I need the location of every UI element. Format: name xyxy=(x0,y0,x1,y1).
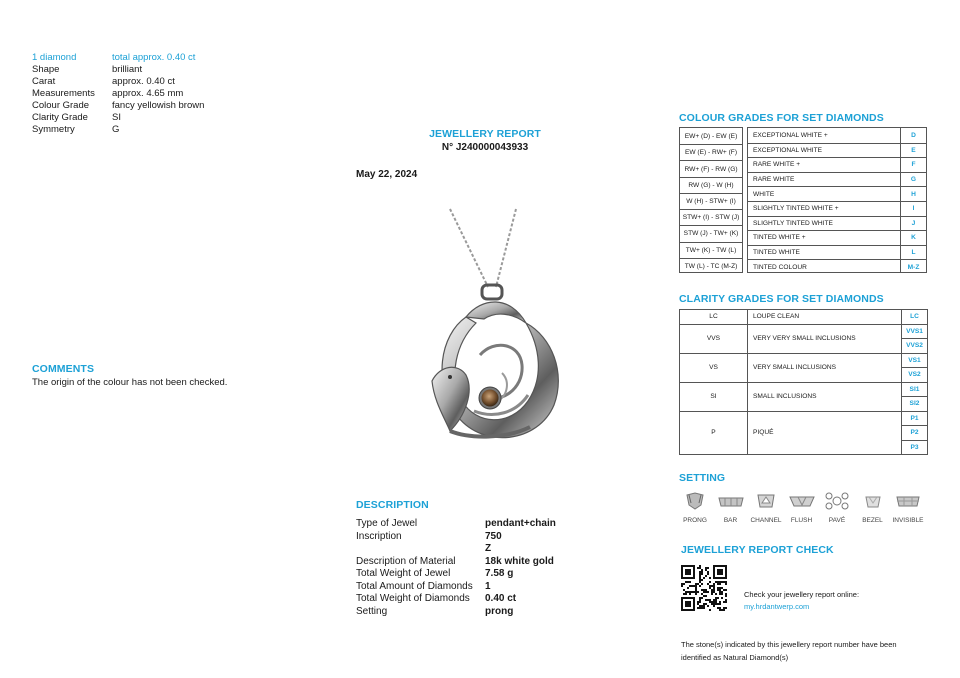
description-row xyxy=(356,606,626,619)
description-row xyxy=(356,531,626,544)
setting-item xyxy=(817,490,857,524)
description-value: 18k white gold xyxy=(485,555,554,567)
clarity-name: PIQUÉ xyxy=(748,411,902,455)
description-row xyxy=(356,581,626,594)
setting-title: SETTING xyxy=(679,472,726,484)
description-value: pendant+chain xyxy=(485,518,556,529)
clarity-name: SMALL INCLUSIONS xyxy=(748,382,902,411)
stone-spec-value: fancy yellowish brown xyxy=(112,100,205,111)
colour-grade-cell: RARE WHITE xyxy=(748,172,900,187)
clarity-grades-table xyxy=(679,309,927,455)
stone-spec-label: Clarity Grade xyxy=(32,112,88,123)
colour-grade-cell: F xyxy=(901,157,926,172)
colour-grade-cell: EXCEPTIONAL WHITE + xyxy=(753,131,828,139)
colour-grade-cell: TINTED WHITE xyxy=(748,245,900,260)
comments-title: COMMENTS xyxy=(32,363,95,375)
description-label: Total Weight of Diamonds xyxy=(356,593,470,604)
invisible-setting-icon xyxy=(888,490,928,512)
pendant-illustration xyxy=(410,205,570,455)
pave-setting-icon xyxy=(817,490,857,512)
channel-setting-icon xyxy=(746,490,786,512)
colour-grades-right xyxy=(901,127,927,273)
description-label: Type of Jewel xyxy=(356,518,418,529)
stone-spec-row xyxy=(32,88,272,100)
report-title: JEWELLERY REPORT xyxy=(429,128,541,140)
clarity-sub-grade: SI2 xyxy=(902,397,928,412)
clarity-name: VERY VERY SMALL INCLUSIONS xyxy=(748,324,902,353)
report-number: N° J240000043933 xyxy=(441,142,529,153)
stone-spec-value: brilliant xyxy=(112,64,143,75)
colour-grade-cell: EW (E) - RW+ (F) xyxy=(680,144,742,160)
stone-spec-row xyxy=(32,112,272,124)
stone-spec-value: approx. 0.40 ct xyxy=(112,76,175,87)
clarity-sub-grade: P2 xyxy=(902,426,928,441)
colour-grade-cell: D xyxy=(911,131,916,139)
clarity-sub-grade: P3 xyxy=(902,440,928,455)
setting-item-label: BEZEL xyxy=(862,517,883,524)
colour-grade-cell: RW+ (F) - RW (G) xyxy=(680,160,742,176)
description-value: Z xyxy=(485,543,492,554)
clarity-sub-grade: VVS1 xyxy=(902,324,928,339)
colour-grade-cell: RW (G) - W (H) xyxy=(680,177,742,193)
comments xyxy=(32,363,332,388)
clarity-row xyxy=(680,310,928,325)
clarity-sub-grade: SI1 xyxy=(902,382,928,397)
stone-spec-row xyxy=(32,100,272,112)
description-row xyxy=(356,518,626,531)
colour-grade-cell: WHITE xyxy=(748,186,900,201)
qr-code-graphic xyxy=(681,565,727,611)
description-value: 7.58 g xyxy=(485,568,514,579)
clarity-sub-grade: P1 xyxy=(902,411,928,426)
colour-grade-cell: EXCEPTIONAL WHITE xyxy=(748,143,900,158)
clarity-table xyxy=(679,309,928,455)
prong-setting-icon xyxy=(675,490,715,512)
colour-grade-cell: L xyxy=(901,245,926,260)
setting-item-label: PRONG xyxy=(683,517,707,524)
colour-grades-title: COLOUR GRADES FOR SET DIAMONDS xyxy=(679,112,884,124)
stone-spec-value: SI xyxy=(112,112,121,123)
description-title: DESCRIPTION xyxy=(356,499,429,511)
colour-grade-cell: STW+ (I) - STW (J) xyxy=(680,209,742,225)
bezel-setting-icon xyxy=(853,490,893,512)
colour-grade-cell: RARE WHITE + xyxy=(748,157,900,172)
natural-diamond-note-line-2: identified as Natural Diamond(s) xyxy=(681,653,789,662)
clarity-sub-grade: VS2 xyxy=(902,368,928,383)
description-row xyxy=(356,543,626,556)
clarity-sub-grade: VS1 xyxy=(902,353,928,368)
clarity-name: LOUPE CLEAN xyxy=(748,310,902,325)
stone-spec-row xyxy=(32,76,272,88)
description-label: Description of Material xyxy=(356,555,456,567)
setting-item xyxy=(782,490,822,524)
clarity-sub-grade: VVS2 xyxy=(902,339,928,354)
description-label xyxy=(356,543,485,556)
qr-code xyxy=(681,565,727,611)
colour-grade-cell: TW (L) - TC (M-Z) xyxy=(680,258,742,274)
description-row xyxy=(356,568,626,581)
setting-item-label: BAR xyxy=(723,517,738,524)
colour-grade-cell: K xyxy=(901,230,926,245)
description-value: 750 xyxy=(485,530,502,542)
colour-grade-cell: SLIGHTLY TINTED WHITE + xyxy=(748,201,900,216)
comments-text: The origin of the colour has not been checked. xyxy=(32,377,228,388)
colour-grade-cell: G xyxy=(901,172,926,187)
flush-setting-icon xyxy=(782,490,822,512)
setting-item xyxy=(675,490,715,524)
setting-item-label: PAVÉ xyxy=(828,517,846,524)
stone-header xyxy=(32,52,272,64)
setting-item xyxy=(746,490,786,524)
colour-grades-table xyxy=(679,127,927,273)
clarity-sub-grade: LC xyxy=(902,310,928,325)
check-text: Check your jewellery report online: xyxy=(744,590,860,599)
description-label: Setting xyxy=(356,605,388,617)
setting-item-label: FLUSH xyxy=(790,517,813,524)
stone-specs xyxy=(32,52,272,136)
description-row xyxy=(356,593,626,606)
stone-spec-row xyxy=(32,64,272,76)
clarity-row xyxy=(680,324,928,339)
description-rows xyxy=(356,518,626,618)
colour-grades-left xyxy=(679,127,743,273)
clarity-name: VERY SMALL INCLUSIONS xyxy=(748,353,902,382)
colour-grade-cell: I xyxy=(901,201,926,216)
setting-item xyxy=(853,490,893,524)
setting-items xyxy=(675,490,935,528)
colour-grade-cell: TINTED COLOUR xyxy=(748,259,900,274)
pendant-image xyxy=(410,205,570,455)
bar-setting-icon xyxy=(711,490,751,512)
stone-spec-label: Shape xyxy=(32,64,60,75)
check-link[interactable]: my.hrdantwerp.com xyxy=(744,602,810,611)
setting-item xyxy=(888,490,928,524)
clarity-code: VS xyxy=(680,353,748,382)
colour-grade-cell: EW+ (D) - EW (E) xyxy=(684,132,738,140)
clarity-code: VVS xyxy=(680,324,748,353)
stone-spec-label: Colour Grade xyxy=(32,100,90,111)
colour-grade-cell: TW+ (K) - TW (L) xyxy=(680,242,742,258)
colour-grade-cell: M-Z xyxy=(901,259,926,274)
stone-spec-label: Carat xyxy=(32,76,56,87)
stone-spec-row xyxy=(32,124,272,136)
clarity-code: LC xyxy=(680,310,748,325)
colour-grade-cell: H xyxy=(901,186,926,201)
description xyxy=(356,499,626,618)
colour-grade-cell: E xyxy=(901,143,926,158)
setting-item-label: INVISIBLE xyxy=(892,517,924,524)
colour-grade-cell: J xyxy=(901,216,926,231)
clarity-grades-title: CLARITY GRADES FOR SET DIAMONDS xyxy=(679,293,884,305)
description-value: 0.40 ct xyxy=(485,593,517,604)
clarity-code: P xyxy=(680,411,748,455)
report-heading xyxy=(380,128,590,153)
description-label: Total Amount of Diamonds xyxy=(356,580,473,592)
report-date: May 22, 2024 xyxy=(356,169,418,180)
colour-grade-cell: SLIGHTLY TINTED WHITE xyxy=(748,216,900,231)
description-value: prong xyxy=(485,605,514,617)
stone-header-total: total approx. 0.40 ct xyxy=(112,52,196,63)
stone-header-count: 1 diamond xyxy=(32,52,77,63)
clarity-code: SI xyxy=(680,382,748,411)
description-row xyxy=(356,556,626,569)
colour-grade-cell: W (H) - STW+ (I) xyxy=(680,193,742,209)
clarity-row xyxy=(680,411,928,426)
description-value: 1 xyxy=(485,580,491,592)
natural-diamond-note xyxy=(681,638,941,664)
stone-spec-value: approx. 4.65 mm xyxy=(112,88,184,99)
clarity-row xyxy=(680,353,928,368)
stone-rows xyxy=(32,64,272,136)
description-label: Total Weight of Jewel xyxy=(356,568,451,579)
report-check-title: JEWELLERY REPORT CHECK xyxy=(681,544,834,556)
setting-item xyxy=(711,490,751,524)
clarity-row xyxy=(680,382,928,397)
stone-spec-value: G xyxy=(112,124,120,135)
colour-grade-cell: STW (J) - TW+ (K) xyxy=(680,225,742,241)
colour-grades-middle xyxy=(747,127,901,273)
setting-item-label: CHANNEL xyxy=(750,517,782,524)
natural-diamond-note-line-1: The stone(s) indicated by this jewellery report number have been xyxy=(681,640,897,649)
colour-grade-cell: TINTED WHITE + xyxy=(748,230,900,245)
stone-spec-label: Measurements xyxy=(32,88,95,99)
description-label: Inscription xyxy=(356,530,402,542)
stone-spec-label: Symmetry xyxy=(32,124,75,135)
